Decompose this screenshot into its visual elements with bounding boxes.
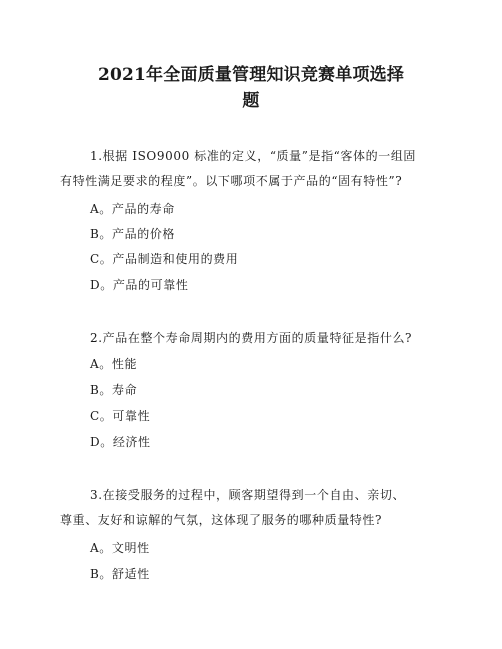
question-1-option-b: B。产品的价格 (90, 227, 176, 241)
question-3-text-continued: 尊重、友好和谅解的气氛，这体现了服务的哪种质量特性? (60, 513, 383, 527)
question-2-option-c: C。可靠性 (90, 409, 151, 423)
title-line-2: 题 (242, 91, 260, 111)
question-2-option-a: A。性能 (90, 357, 138, 371)
question-3-text: 3.在接受服务的过程中，顾客期望得到一个自由、亲切、 (90, 488, 406, 502)
question-1-text-continued: 有特性满足要求的程度”。以下哪项不属于产品的“固有特性”? (60, 174, 403, 188)
question-3-option-a: A。文明性 (90, 541, 150, 555)
question-1-option-a: A。产品的寿命 (90, 202, 175, 216)
title-line-1: 2021年全面质量管理知识竞赛单项选择 (97, 65, 405, 85)
question-3-option-b: B。舒适性 (90, 567, 150, 581)
question-1-option-d: D。产品的可靠性 (90, 278, 189, 292)
document-title (60, 62, 442, 114)
question-1-option-c: C。产品制造和使用的费用 (90, 252, 239, 266)
question-1-text: 1.根据 ISO9000 标准的定义，“质量”是指“客体的一组固 (90, 149, 417, 163)
question-2-text: 2.产品在整个寿命周期内的费用方面的质量特征是指什么? (90, 331, 413, 345)
question-2-option-b: B。寿命 (90, 383, 138, 397)
question-2-option-d: D。经济性 (90, 435, 151, 449)
